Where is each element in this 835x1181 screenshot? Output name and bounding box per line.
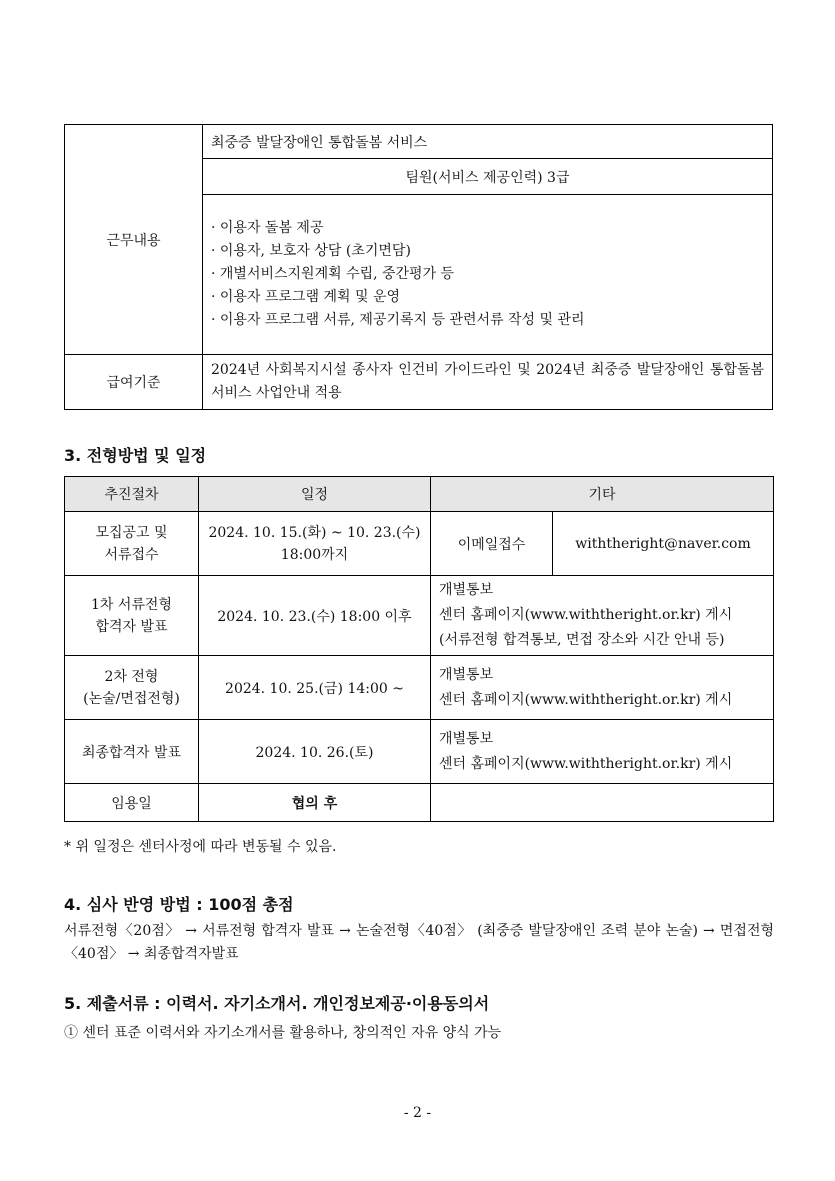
- section3-title: 3. 전형방법 및 일정: [64, 446, 207, 465]
- date-text: 2024. 10. 23.(수) 18:00 이후: [217, 608, 412, 625]
- page-number: - 2 -: [403, 1105, 432, 1121]
- etc-text: 센터 홈페이지(www.withtheright.or.kr) 게시: [439, 755, 733, 772]
- position-title: 팀원(서비스 제공인력) 3급: [405, 169, 570, 186]
- duty-item: · 개별서비스지원계획 수립, 중간평가 등: [211, 266, 455, 282]
- etc-text: 개별통보: [439, 730, 494, 747]
- duty-item: · 이용자 프로그램 서류, 제공기록지 등 관련서류 작성 및 관리: [211, 312, 585, 328]
- table-row: [65, 656, 774, 720]
- duties-list: [203, 217, 772, 332]
- duty-item: · 이용자 돌봄 제공: [211, 220, 324, 236]
- step-text: 서류접수: [104, 546, 159, 563]
- etc-text: 개별통보: [439, 582, 494, 598]
- duty-item: · 이용자 프로그램 계획 및 운영: [211, 289, 400, 305]
- duty-item: · 이용자, 보호자 상담 (초기면담): [211, 243, 411, 259]
- table-row: [65, 576, 774, 656]
- section5-title: 5. 제출서류 : 이력서. 자기소개서. 개인정보제공·이용동의서: [64, 994, 490, 1013]
- date-text: 2024. 10. 26.(토): [255, 744, 374, 761]
- duty-label-cell: [65, 125, 203, 355]
- section4-text: 서류전형〈20점〉 → 서류전형 합격자 발표 → 논술전형〈40점〉 (최중증 발달장애인 조력 분야 논술) → 면접전형〈40점〉 → 최종합격자발표: [64, 923, 774, 962]
- step-text: 1차 서류전형: [91, 596, 172, 613]
- service-name: 최중증 발달장애인 통합돌봄 서비스: [211, 134, 428, 151]
- schedule-note: * 위 일정은 센터사정에 따라 변동될 수 있음.: [64, 839, 337, 855]
- job-info-table: [64, 124, 773, 410]
- date-text: 18:00까지: [280, 546, 349, 563]
- service-name-cell: [203, 125, 773, 159]
- step-text: 모집공고 및: [95, 524, 168, 541]
- etc-text: 센터 홈페이지(www.withtheright.or.kr) 게시: [439, 691, 733, 708]
- position-cell: [203, 159, 773, 195]
- step-text: 합격자 발표: [95, 618, 168, 635]
- step-text: 2차 전형: [104, 668, 159, 685]
- header-etc: 기타: [431, 477, 774, 512]
- date-text: 2024. 10. 15.(화) ~ 10. 23.(수): [208, 524, 421, 541]
- header-date: 일정: [199, 477, 431, 512]
- duty-label: 근무내용: [106, 232, 161, 249]
- salary-text-cell: [203, 355, 773, 410]
- table-row: [65, 784, 774, 822]
- date-text: 협의 후: [291, 795, 338, 812]
- salary-label: 급여기준: [106, 375, 161, 391]
- email-label: 이메일접수: [457, 536, 526, 553]
- etc-text: 개별통보: [439, 666, 494, 683]
- salary-text: 2024년 사회복지시설 종사자 인건비 가이드라인 및 2024년 최중증 발달장애인 통합돌봄 서비스 사업안내 적용: [211, 362, 764, 401]
- table-row: [65, 720, 774, 784]
- table-row: [65, 512, 774, 576]
- step-text: 임용일: [111, 795, 152, 812]
- salary-label-cell: [65, 355, 203, 410]
- duties-cell: [203, 195, 773, 355]
- schedule-table: [64, 476, 774, 822]
- email-address: withtheright@naver.com: [575, 535, 751, 552]
- header-step: 추진절차: [65, 477, 199, 512]
- section5-item1: ① 센터 표준 이력서와 자기소개서를 활용하나, 창의적인 자유 양식 가능: [64, 1025, 502, 1041]
- step-text: (논술/면접전형): [83, 690, 180, 707]
- etc-text: (서류전형 합격통보, 면접 장소와 시간 안내 등): [439, 632, 725, 648]
- date-text: 2024. 10. 25.(금) 14:00 ~: [225, 680, 404, 697]
- etc-text: 센터 홈페이지(www.withtheright.or.kr) 게시: [439, 607, 733, 623]
- section4-title: 4. 심사 반영 방법 : 100점 총점: [64, 895, 294, 914]
- step-text: 최종합격자 발표: [81, 744, 182, 761]
